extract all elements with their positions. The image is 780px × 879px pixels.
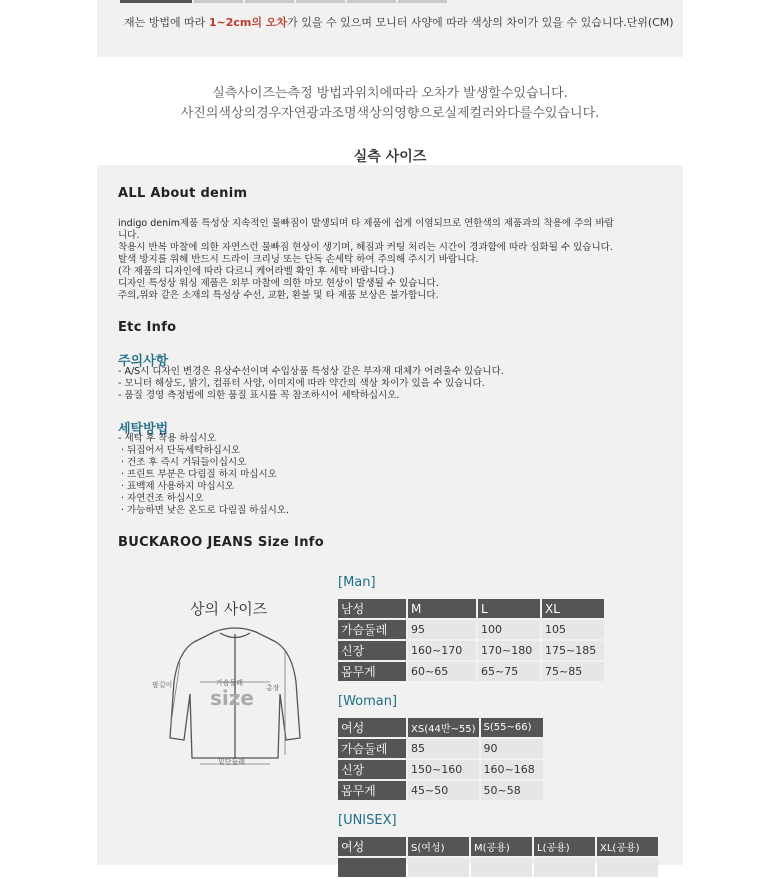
table-row [338, 781, 543, 800]
header-cell: L [478, 599, 540, 618]
header-cell: M [408, 599, 476, 618]
woman-size-table [336, 716, 545, 802]
woman-label: [Woman] [338, 694, 398, 709]
table-cell [534, 858, 595, 877]
denim-line: 니다. [118, 230, 140, 241]
caution-line: - A/S시 디자인 변경은 유상수선이며 수입상품 특성상 같은 부자재 대체가 어려울수 있습니다. [118, 366, 504, 377]
row-label: 신장 [338, 760, 406, 779]
size-tab-strip [120, 0, 447, 3]
denim-text [118, 218, 614, 302]
header-cell: S(55~66) [481, 718, 543, 737]
wash-line: - 세탁 후 착용 하십시오 [118, 433, 217, 444]
denim-line: 착용시 반복 마찰에 의한 자연스런 물빠짐 현상이 생기며, 헤짐과 커팅 처리는 시간이 경과함에 따라 심화될 수 있습니다. [118, 242, 613, 253]
unisex-size-table [336, 835, 660, 879]
header-cell: 남성 [338, 599, 406, 618]
table-row [338, 858, 658, 877]
sketch-label-length: 총장 [266, 684, 280, 692]
caption-line-2: 사진의색상의경우자연광과조명색상의영향으로실제컬러와다를수있습니다. [180, 106, 600, 121]
table-cell: 175~185 [542, 641, 604, 660]
header-cell: 여성 [338, 837, 406, 856]
denim-line: (각 제품의 디자인에 따라 다르니 케어라벨 확인 후 세탁 바랍니다.) [118, 266, 395, 277]
wash-line: · 표백제 사용하지 마십시오 [118, 481, 235, 492]
table-header-row [338, 599, 604, 618]
table-cell: 150~160 [408, 760, 479, 779]
table-cell: 60~65 [408, 662, 476, 681]
denim-line: 디자인 특성상 워싱 제품은 외부 마찰에 의한 마모 현상이 발생될 수 있습니다. [118, 278, 439, 289]
caution-line: - 모니터 해상도, 밝기, 컴퓨터 사양, 이미지에 따라 약간의 색상 차이가 있을 수 있습니다. [118, 378, 485, 389]
header-cell: 여성 [338, 718, 406, 737]
section-title: 실측 사이즈 [353, 149, 427, 165]
table-cell: 95 [408, 620, 476, 639]
header-cell: S(여성) [408, 837, 469, 856]
measurement-notice: 재는 방법에 따라 1~2cm의 오차가 있을 수 있으며 모니터 사양에 따라 색상의 차이가 있을 수 있습니다.단위(CM) [124, 16, 674, 29]
row-label: 몸무게 [338, 662, 406, 681]
wash-text [118, 433, 289, 517]
row-label: 몸무게 [338, 781, 406, 800]
sketch-size-word: size [210, 686, 254, 710]
table-row [338, 620, 604, 639]
row-label: 가슴둘레 [338, 739, 406, 758]
denim-line: 탈색 방지를 위해 반드시 드라이 크리닝 또는 단독 손세탁 하여 주의해 주시기 바랍니다. [118, 254, 479, 265]
table-cell: 45~50 [408, 781, 479, 800]
sketch-title: 상의 사이즈 [190, 600, 268, 618]
table-row [338, 739, 543, 758]
error-range-highlight: 1~2cm의 오차 [208, 16, 288, 29]
table-cell: 75~85 [542, 662, 604, 681]
row-label: 신장 [338, 641, 406, 660]
header-cell: XS(44반~55) [408, 718, 479, 737]
man-size-table [336, 597, 606, 683]
denim-heading: ALL About denim [118, 186, 248, 201]
caution-title: 주의사항 [118, 354, 169, 369]
header-cell: M(공용) [471, 837, 532, 856]
unisex-label: [UNISEX] [338, 813, 397, 828]
wash-title: 세탁방법 [118, 422, 169, 437]
sketch-label-sleeve: 팔길이 [152, 681, 173, 689]
wash-line: · 자연건조 하십시오 [118, 493, 204, 504]
caption-line-1: 실측사이즈는측정 방법과위치에따라 오차가 발생할수있습니다. [212, 86, 568, 101]
man-label: [Man] [338, 575, 376, 590]
size-info-heading: BUCKAROO JEANS Size Info [118, 535, 324, 550]
table-cell: 65~75 [478, 662, 540, 681]
table-cell [471, 858, 532, 877]
table-cell: 100 [478, 620, 540, 639]
table-row [338, 760, 543, 779]
etc-heading: Etc Info [118, 320, 177, 335]
row-label: 가슴둘레 [338, 620, 406, 639]
caution-line: - 품질 경영 측정법에 의한 품질 표시를 꼭 참조하시어 세탁하십시오. [118, 390, 400, 401]
wash-line: · 뒤집어서 단독세탁하십시오 [118, 445, 241, 456]
caution-text [118, 366, 504, 402]
table-cell: 85 [408, 739, 479, 758]
denim-line: indigo denim제품 특성상 지속적인 물빠짐이 발생되며 타 제품에 쉽게 이염되므로 연한색의 제품과의 착용에 주의 바랍 [118, 218, 614, 229]
table-row [338, 662, 604, 681]
table-cell: 160~170 [408, 641, 476, 660]
table-header-row [338, 718, 543, 737]
header-cell: XL [542, 599, 604, 618]
wash-line: · 건조 후 즉시 거둬들이십시오 [118, 457, 247, 468]
table-header-row [338, 837, 658, 856]
table-cell: 50~58 [481, 781, 543, 800]
sketch-label-chest: 가슴둘레 [216, 679, 244, 687]
header-cell: L(공용) [534, 837, 595, 856]
table-cell: 90 [481, 739, 543, 758]
table-cell: 105 [542, 620, 604, 639]
table-cell: 160~168 [481, 760, 543, 779]
table-cell [597, 858, 658, 877]
denim-line: 주의,위와 같은 소재의 특성상 수선, 교환, 환불 및 타 제품 보상은 불가합니다. [118, 290, 439, 301]
sketch-label-hem: 밑단둘레 [218, 758, 246, 766]
wash-line: · 프린트 부분은 다림질 하지 마십시오 [118, 469, 277, 480]
wash-line: · 가능하면 낮은 온도로 다림질 하십시오. [118, 505, 289, 516]
row-label [338, 858, 406, 877]
header-cell: XL(공용) [597, 837, 658, 856]
table-cell: 170~180 [478, 641, 540, 660]
table-row [338, 641, 604, 660]
table-cell [408, 858, 469, 877]
